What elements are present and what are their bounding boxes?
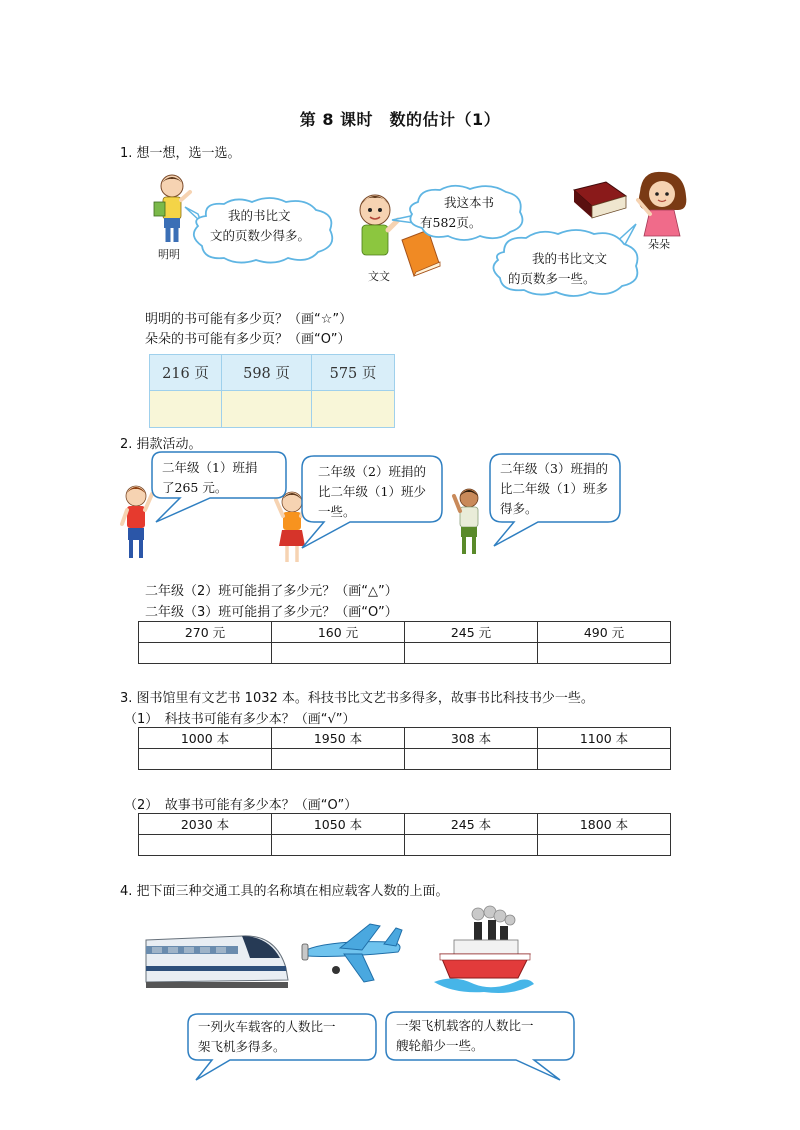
q2-answer-cell-1[interactable] [139, 643, 272, 664]
duoduo-bubble-line2: 的页数多一些。 [508, 271, 596, 286]
q2-option-1: 270 元 [139, 622, 272, 643]
plane-bubble-line1: 一架飞机载客的人数比一 [396, 1018, 534, 1033]
train-bubble-line1: 一列火车载客的人数比一 [198, 1019, 336, 1034]
plane-bubble-line2: 艘轮船少一些。 [396, 1038, 484, 1053]
q1-answer-cell-2[interactable] [222, 391, 312, 428]
q3-1-option-2: 1950 本 [272, 728, 405, 749]
q3-2-answer-cell-1[interactable] [139, 835, 272, 856]
page-title: 第 8 课时 数的估计（1） [299, 110, 501, 129]
mingming-bubble-line2: 文的页数少得多。 [210, 228, 311, 243]
q2-heading: 2. 捐款活动。 [120, 437, 202, 452]
duoduo-bubble-line1: 我的书比文文 [532, 251, 608, 266]
q2-options-table [138, 621, 671, 664]
q3-1-answer-cell-1[interactable] [139, 749, 272, 770]
q2-prompt-1: 二年级（2）班可能捐了多少元？（画“△”） [145, 584, 398, 599]
mingming-name: 明明 [158, 248, 180, 261]
q3-1-option-3: 308 本 [405, 728, 538, 749]
q3-1-answer-cell-3[interactable] [405, 749, 538, 770]
wenwen-illustration [350, 190, 400, 265]
q3-sub-1: （1） 科技书可能有多少本？（画“√”） [124, 712, 356, 727]
class3-bubble-line3: 得多。 [500, 501, 538, 516]
q3-sub-2: （2） 故事书可能有多少本？（画“O”） [124, 798, 358, 813]
q1-option-3: 575 页 [312, 355, 395, 391]
q1-prompt-1: 明明的书可能有多少页？（画“☆”） [145, 312, 353, 327]
q3-2-option-1: 2030 本 [139, 814, 272, 835]
q3-2-answer-cell-2[interactable] [272, 835, 405, 856]
q1-prompt-2: 朵朵的书可能有多少页？（画“O”） [145, 332, 351, 347]
train-icon [146, 924, 292, 994]
q1-heading: 1. 想一想，选一选。 [120, 146, 241, 161]
class2-bubble-line1: 二年级（2）班捐的 [318, 464, 426, 479]
red-book-icon [570, 180, 628, 222]
q1-option-2: 598 页 [222, 355, 312, 391]
q2-option-4: 490 元 [538, 622, 671, 643]
q3-2-answer-cell-4[interactable] [538, 835, 671, 856]
q2-prompt-2: 二年级（3）班可能捐了多少元？（画“O”） [145, 605, 398, 620]
q3-options-table-1 [138, 727, 671, 770]
q3-1-option-1: 1000 本 [139, 728, 272, 749]
q3-heading: 3. 图书馆里有文艺书 1032 本。科技书比文艺书多得多，故事书比科技书少一些。 [120, 691, 594, 706]
q1-answer-cell-1[interactable] [150, 391, 222, 428]
train-bubble-line2: 架飞机多得多。 [198, 1039, 286, 1054]
q3-1-option-4: 1100 本 [538, 728, 671, 749]
q3-1-answer-cell-4[interactable] [538, 749, 671, 770]
wenwen-name: 文文 [368, 270, 390, 283]
q2-answer-cell-4[interactable] [538, 643, 671, 664]
class1-bubble-line1: 二年级（1）班捐 [162, 460, 258, 475]
class2-bubble-line3: 一些。 [318, 504, 356, 519]
q2-option-2: 160 元 [272, 622, 405, 643]
duoduo-name: 朵朵 [648, 238, 670, 251]
mingming-bubble-line1: 我的书比文 [228, 208, 291, 223]
class3-bubble-line1: 二年级（3）班捐的 [500, 461, 608, 476]
q2-answer-cell-3[interactable] [405, 643, 538, 664]
class3-bubble-line2: 比二年级（1）班多 [500, 481, 608, 496]
class2-bubble-line2: 比二年级（1）班少 [318, 484, 426, 499]
boy-green-illustration [452, 486, 486, 561]
wenwen-bubble-line1: 我这本书 [444, 195, 495, 210]
q3-2-option-2: 1050 本 [272, 814, 405, 835]
q4-heading: 4. 把下面三种交通工具的名称填在相应载客人数的上面。 [120, 884, 449, 899]
q2-answer-cell-2[interactable] [272, 643, 405, 664]
q1-answer-cell-3[interactable] [312, 391, 395, 428]
ship-icon [434, 906, 534, 994]
wenwen-bubble-line2: 有582页。 [420, 215, 482, 230]
q1-option-1: 216 页 [150, 355, 222, 391]
q3-2-answer-cell-3[interactable] [405, 835, 538, 856]
q3-2-option-4: 1800 本 [538, 814, 671, 835]
q2-option-3: 245 元 [405, 622, 538, 643]
airplane-icon [300, 922, 406, 990]
q1-options-table [149, 354, 395, 428]
class1-bubble-line2: 了265 元。 [162, 480, 228, 495]
q3-2-option-3: 245 本 [405, 814, 538, 835]
q3-1-answer-cell-2[interactable] [272, 749, 405, 770]
q3-options-table-2 [138, 813, 671, 856]
